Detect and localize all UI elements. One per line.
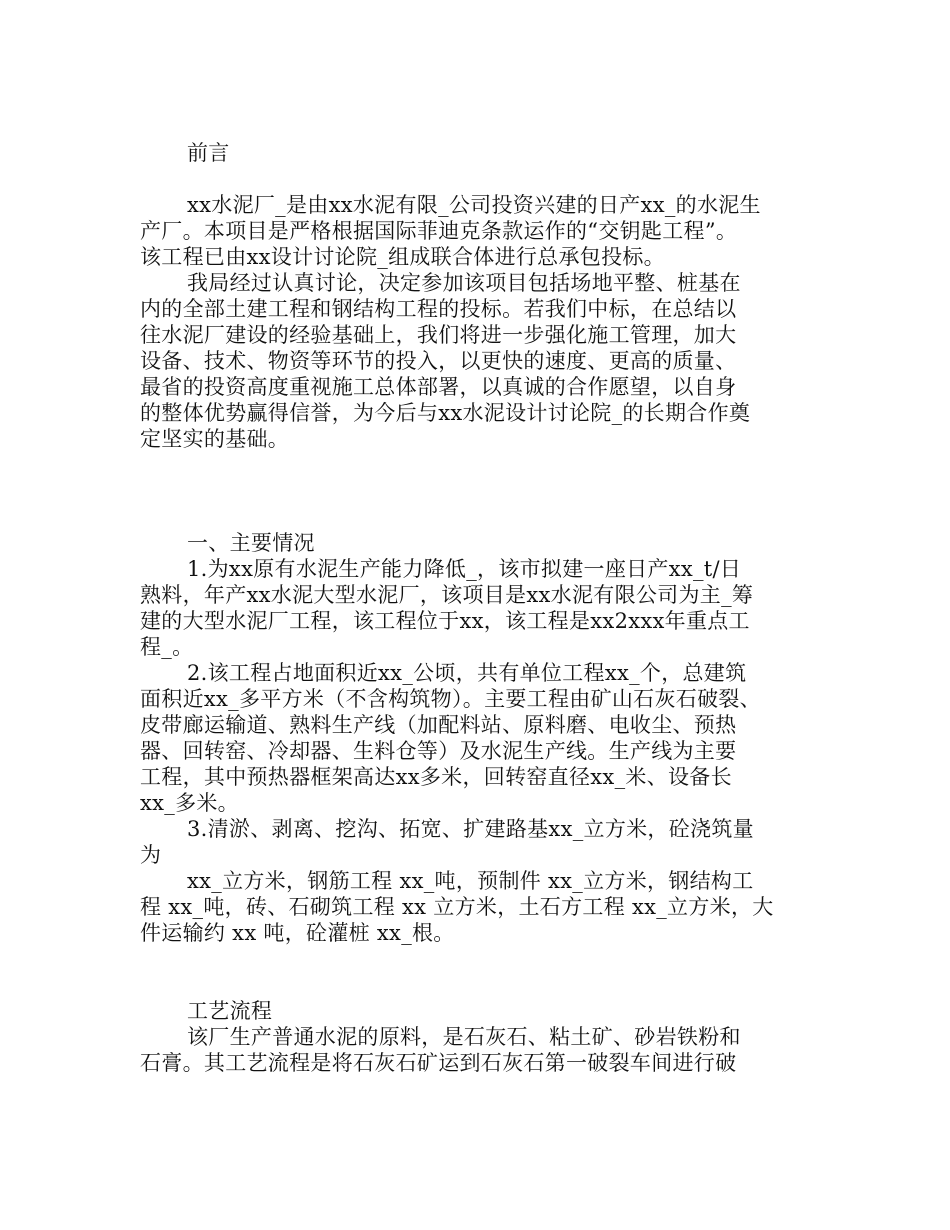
text-line: 往水泥厂建设的经验基础上，我们将进一步强化施工管理，加大 — [140, 323, 737, 347]
text-line: 面积近xx_多平方米（不含构筑物）。主要工程由矿山石灰石破裂、 — [140, 687, 761, 711]
section-1-item-2 — [140, 660, 820, 816]
text-line: 我局经过认真讨论，决定参加该项目包括场地平整、桩基在 — [187, 271, 741, 295]
preface-heading: 前言 — [187, 141, 230, 165]
text-line: 石膏。其工艺流程是将石灰石矿运到石灰石第一破裂车间进行破 — [140, 1051, 737, 1075]
text-line: 3.清淤、剥离、挖沟、拓宽、扩建路基xx_立方米，砼浇筑量 — [187, 817, 754, 841]
text-line: xx_多米。 — [140, 791, 239, 815]
text-line: 2.该工程占地面积近xx_公顷，共有单位工程xx_个，总建筑 — [187, 661, 747, 685]
section-2-paragraph-1 — [140, 1024, 820, 1076]
section-1-heading: 一、主要情况 — [187, 531, 315, 555]
text-line: 程 xx_吨，砖、石砌筑工程 xx 立方米，土石方工程 xx_立方米，大 — [140, 895, 774, 919]
section-1-item-1 — [140, 556, 820, 660]
text-line: 程_。 — [140, 635, 194, 659]
text-line: 建的大型水泥厂工程，该工程位于xx，该工程是xx2xxx年重点工 — [140, 609, 750, 633]
text-line: 该厂生产普通水泥的原料，是石灰石、粘土矿、砂岩铁粉和 — [187, 1025, 741, 1049]
text-line: xx水泥厂_是由xx水泥有限_公司投资兴建的日产xx_的水泥生 — [187, 193, 761, 217]
text-line: 为 — [140, 843, 162, 867]
text-line: 最省的投资高度重视施工总体部署，以真诚的合作愿望，以自身 — [140, 375, 737, 399]
preface-paragraph-1 — [140, 192, 820, 270]
text-line: 皮带廊运输道、熟料生产线（加配料站、原料磨、电收尘、预热 — [140, 713, 737, 737]
text-line: 熟料，年产xx水泥大型水泥厂，该项目是xx水泥有限公司为主_筹 — [140, 583, 754, 607]
text-line: 定坚实的基础。 — [140, 427, 290, 451]
text-line: 工程，其中预热器框架高达xx多米，回转窑直径xx_米、设备长 — [140, 765, 732, 789]
text-line: 件运输约 xx 吨，砼灌桩 xx_根。 — [140, 921, 455, 945]
text-line: 该工程已由xx设计讨论院_组成联合体进行总承包投标。 — [140, 245, 665, 269]
section-2-heading: 工艺流程 — [187, 999, 273, 1023]
section-1-item-3 — [140, 816, 820, 946]
preface-paragraph-2 — [140, 270, 820, 452]
text-line: xx_立方米，钢筋工程 xx_吨，预制件 xx_立方米，钢结构工 — [187, 869, 754, 893]
text-line: 器、回转窑、冷却器、生料仓等）及水泥生产线。生产线为主要 — [140, 739, 737, 763]
text-line: 1.为xx原有水泥生产能力降低_，该市拟建一座日产xx_t/日 — [187, 557, 742, 581]
text-line: 的整体优势赢得信誉，为今后与xx水泥设计讨论院_的长期合作奠 — [140, 401, 751, 425]
text-line: 内的全部土建工程和钢结构工程的投标。若我们中标，在总结以 — [140, 297, 737, 321]
text-line: 设备、技术、物资等环节的投入，以更快的速度、更高的质量、 — [140, 349, 737, 373]
document-page — [140, 140, 820, 1076]
text-line: 产厂。本项目是严格根据国际菲迪克条款运作的“交钥匙工程”。 — [140, 219, 738, 243]
